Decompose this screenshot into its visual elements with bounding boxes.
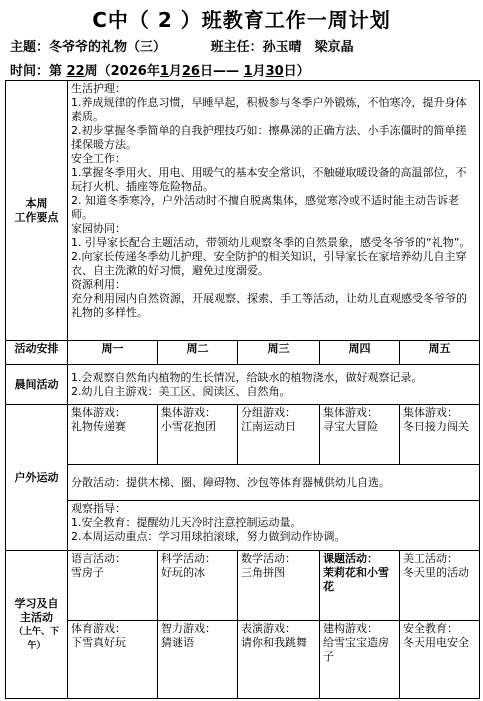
focus-row [6,81,480,341]
activity-type: 课题活动： [323,552,378,565]
guidance-line: 观察指导： [71,502,126,515]
guidance-line: 1.安全教育：提醒幼儿天冷时注意控制运动量。 [71,516,302,529]
teacher-names: 孙玉晴 梁京晶 [262,40,354,55]
month-char: 月 [252,64,266,79]
game-type: 集体游戏： [403,406,458,419]
day-header: 周一 [68,341,158,365]
focus-line: 生活护理： [71,82,126,95]
learning-am-cell [158,551,238,621]
day-header: 周四 [320,341,400,365]
learning-am-cell [400,551,480,621]
day-header: 周二 [158,341,238,365]
activity-type: 科学活动： [161,552,216,565]
weekly-plan-table [5,80,480,699]
start-day: 26 [181,64,200,79]
game-name: 冬日接力闯关 [403,420,469,433]
guidance-line: 2.本周运动重点：学习用球拍滚球，努力做到动作协调。 [71,530,346,543]
scatter-activity: 分散活动：提供木梯、圈、障碍物、沙包等体育器械供幼儿自选。 [68,465,480,501]
end-month: 1 [243,64,253,79]
game-name: 小雪花抱团 [161,420,216,433]
activity-name: 下雪真好玩 [71,636,126,649]
time-prefix: 时间：第 [10,64,63,79]
game-name: 江南运动日 [241,420,296,433]
learning-am-row [6,551,480,621]
morning-line: 1.会观察自然角内植物的生长情况，给缺水的植物浇水，做好观察记录。 [71,370,423,384]
focus-line: 家园协同： [71,222,126,235]
theme-label: 主题： [10,40,50,55]
game-type: 集体游戏： [161,406,216,419]
game-type: 集体游戏： [71,406,126,419]
learning-pm-cell [238,621,320,699]
outdoor-game-cell [400,405,480,465]
outdoor-label: 户外运动 [6,405,68,551]
guidance-content [68,501,480,551]
learning-label-main: 学习及自 主活动 [14,596,59,624]
activity-type: 美工活动： [403,552,458,565]
activity-type: 表演游戏： [241,622,296,635]
learning-label-sub: （上午、下午） [13,626,59,651]
start-month: 1 [159,64,169,79]
focus-line: 1. 引导家长配合主题活动，带领幼儿观察冬季的自然景象，感受冬爷爷的“礼物”。 [71,236,471,249]
focus-line: 1.养成规律的作息习惯，早睡早起，积极参与冬季户外锻炼，不怕寒冷，提升身体素质。 [71,96,467,123]
learning-pm-cell [68,621,158,699]
focus-content [68,81,480,341]
activity-type: 语言活动： [71,552,126,565]
activity-name: 给雪宝宝造房子 [323,636,389,663]
time-mid: 周（2026年 [84,64,160,79]
activity-name: 雪房子 [71,566,104,579]
focus-label: 本周 工作要点 [6,81,68,341]
month-char: 月 [168,64,182,79]
learning-label [6,551,68,699]
learning-am-cell [68,551,158,621]
game-name: 礼物传递赛 [71,420,126,433]
game-name: 寻宝大冒险 [323,420,378,433]
outdoor-game-cell [320,405,400,465]
focus-line: 2. 知道冬季寒冷，户外活动时不擅自脱离集体，感觉寒冷或不适时能主动告诉老师。 [71,194,459,221]
schedule-label: 活动安排 [6,341,68,365]
outdoor-game-cell [238,405,320,465]
outdoor-games-row [6,405,480,465]
focus-line: 1.掌握冬季用火、用电、用暖气的基本安全常识，不触碰取暖设备的高温部位，不玩打火机、插座等危险物品。 [71,166,467,193]
time-line [10,60,310,79]
game-type: 分组游戏： [241,406,296,419]
learning-pm-cell [158,621,238,699]
activity-name: 猜谜语 [161,636,194,649]
theme-value: 冬爷爷的礼物（三） [49,40,167,55]
scatter-row [6,465,480,501]
outdoor-game-cell [158,405,238,465]
week-number: 22 [66,64,85,79]
end-day: 30 [265,64,284,79]
game-type: 集体游戏： [323,406,378,419]
teacher-label: 班主任： [210,40,263,55]
activity-name: 茉莉花和小雪花 [323,566,389,593]
morning-label: 晨间活动 [6,365,68,405]
date-separator: 日—— [199,64,244,79]
morning-line: 2.幼儿自主游戏：美工区、阅读区、自然角。 [71,384,291,398]
activity-name: 请你和我跳舞 [241,636,307,649]
learning-pm-cell [320,621,400,699]
activity-type: 安全教育： [403,622,458,635]
activity-type: 数学活动： [241,552,296,565]
outdoor-game-cell [68,405,158,465]
focus-line: 安全工作： [71,152,126,165]
activity-type: 体育游戏： [71,622,126,635]
learning-pm-row [6,621,480,699]
activity-name: 冬天里的活动 [403,566,469,579]
morning-content [68,365,480,405]
page-title: C中（ 2 ）班教育工作一周计划 [92,8,391,32]
activity-name: 三角拼图 [241,566,285,579]
learning-am-cell [320,551,400,621]
focus-line: 2.向家长传递冬季幼儿护理、安全防护的相关知识，引导家长在家培养幼儿自主穿衣、自主洗漱的好习惯，避免过度溺爱。 [71,250,467,277]
focus-line: 资源利用： [71,278,126,291]
activity-type: 智力游戏： [161,622,216,635]
day-header: 周五 [400,341,480,365]
activity-type: 建构游戏： [323,622,378,635]
learning-pm-cell [400,621,480,699]
activity-name: 冬天用电安全 [403,636,469,649]
guidance-row [6,501,480,551]
morning-row [6,365,480,405]
days-header-row [6,341,480,365]
day-header: 周三 [238,341,320,365]
time-end: 日） [283,64,310,79]
theme-line [10,36,354,55]
focus-line: 2.初步掌握冬季简单的自我护理技巧如：擦鼻涕的正确方法、小手冻僵时的简单搓揉保暖方法。 [71,124,467,151]
learning-am-cell [238,551,320,621]
focus-line: 充分利用园内自然资源，开展观察、探索、手工等活动，让幼儿直观感受冬爷爷的礼物的多样性。 [71,292,467,319]
activity-name: 好玩的冰 [161,566,205,579]
